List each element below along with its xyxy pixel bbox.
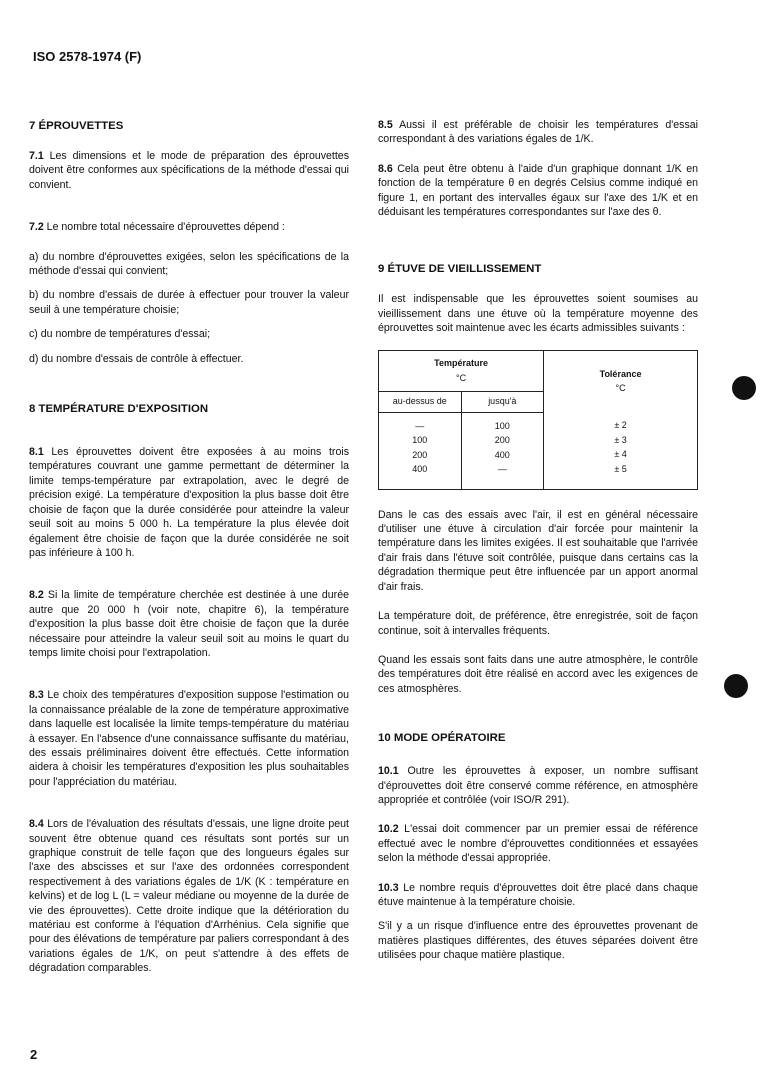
clause-10-2 (378, 822, 698, 865)
clause-number: 10.3 (378, 881, 399, 894)
tolerance-unit: °C (615, 383, 626, 394)
clause-text: Si la limite de température cherchée est destinée à une durée autre que 20 000 h (voir note, chapitre 6), la température d'exposition la plus basse doit être choisie de façon que la durée nécessaire pour atteindre la valeur seuil soit au moins le quart du temps limite choisi pour l'extrapolation. (29, 589, 349, 659)
clause-number: 7.1 (29, 150, 44, 162)
temperature-unit: °C (455, 372, 467, 383)
clause-7-1 (29, 149, 349, 192)
section-8-title: 8 TEMPÉRATURE D'EXPOSITION (29, 403, 209, 416)
clause-10-3-para-2: S'il y a un risque d'influence entre des éprouvettes provenant de matières plastiques différentes, des étuves séparées doivent être utilisées pour chaque matière plastique. (378, 920, 698, 962)
clause-number: 8.4 (29, 818, 44, 831)
table-cell: — (415, 420, 425, 431)
table-cell: ± 3 (614, 434, 627, 445)
clause-text: Les éprouvettes doivent être exposées à au moins trois températures couvrant une gamme permettant de déterminer la limite temps-température par extrapolation, avec le degré de précision exigé. La température d'exposition la plus basse doit être choisie de façon que la durée considérée pour atteindre la valeur seuil soit au moins 5 000 h. La température la plus élevée doit également être choisie de façon que la durée considérée ne soit pas inférieure à 100 h. (29, 446, 349, 559)
tolerance-header (544, 350, 698, 412)
clause-text: Le nombre total nécessaire d'éprouvettes dépend : (43, 221, 285, 234)
list-item-c: c) du nombre de températures d'essai; (29, 328, 211, 341)
binder-hole-mark (732, 376, 756, 400)
page-number: 2 (30, 1047, 38, 1062)
clause-number: 10.2 (378, 823, 399, 836)
clause-8-1 (29, 445, 349, 560)
clause-text: Lors de l'évaluation des résultats d'essais, une ligne droite peut souvent être obtenue quand ces résultats sont portés sur un graphique construit de telle façon que des longueurs égales sur l'axe des abscisses et sur l'axe des ordonnées correspondent respectivement à des variations égales de 1/K (K : température en kelvins) et de log L (L = valeur médiane ou moyenne de la durée de vie des éprouvettes). Cette droite indique que la détérioration du matériau est conforme à l'équation d'Arrhénius. Cela signifie que pour des élévations de température par paliers correspondant à des variations égales de 1/K, on peut s'attendre à des effets de dégradation comparables. (29, 818, 349, 975)
left-column (29, 118, 349, 976)
table-cell: 400 (412, 464, 428, 475)
clause-8-3 (29, 688, 349, 789)
clause-text: Outre les éprouvettes à exposer, un nombre suffisant d'éprouvettes doit être conservé comme référence, en atmosphère appropriée et contrôlée (voir ISO/R 291). (378, 765, 698, 806)
clause-8-2 (29, 588, 349, 660)
table-cell: 200 (494, 435, 510, 446)
clause-10-3 (378, 881, 698, 910)
clause-number: 8.5 (378, 119, 393, 131)
clause-text: L'essai doit commencer par un premier essai de référence effectué avec le nombre d'éprouvettes conditionnées et essayées selon la méthode d'essai appropriée. (378, 823, 698, 865)
clause-number: 8.2 (29, 589, 44, 602)
section-9-para-2: Dans le cas des essais avec l'air, il est en général nécessaire d'utiliser une étuve à circulation d'air forcée pour maintenir la température dans les limites exigées. Il est souhaitable que l'arrivée d'air frais dans l'étuve soit contrôlée, puisque dans certains cas la dégradation thermique peut être influencée par un apport anormal d'air frais. (378, 508, 698, 593)
table-cell: 200 (412, 449, 428, 460)
section-9-para-3: La température doit, de préférence, être enregistrée, soit de façon continue, soit à intervalles fréquents. (378, 610, 698, 637)
clause-8-4 (29, 817, 349, 975)
clause-text: Cela peut être obtenu à l'aide d'un graphique donnant 1/K en fonction de la température θ en degrés Celsius comme indiqué en figure 1, en portant des intervalles égaux sur l'axe des 1/K et en déduisant les températures correspondantes sur l'axe des θ. (378, 162, 698, 219)
clause-number: 10.1 (378, 765, 399, 778)
clause-number: 7.2 (29, 221, 44, 234)
section-9-title: 9 ÉTUVE DE VIEILLISSEMENT (378, 263, 542, 276)
clause-number: 8.3 (29, 689, 44, 702)
col-header-upto: jusqu'à (461, 391, 544, 412)
upto-values (461, 412, 544, 489)
table-cell: 100 (412, 435, 428, 446)
clause-text: Les dimensions et le mode de préparation des éprouvettes doivent être conformes aux spécifications de la méthode d'essai qui convient. (29, 150, 349, 191)
clause-10-1 (378, 764, 698, 807)
section-9-para-4: Quand les essais sont faits dans une autre atmosphère, le contrôle des températures doit être réalisé en accord avec les exigences de ces atmosphères. (378, 653, 698, 695)
clause-8-5 (378, 118, 698, 147)
temperature-header (379, 350, 544, 391)
col-header-above: au-dessus de (379, 391, 462, 412)
clause-8-6 (378, 162, 698, 220)
list-item-a: a) du nombre d'éprouvettes exigées, selon les spécifications de la méthode d'essai qui convient; (29, 250, 349, 278)
tolerance-table (378, 350, 698, 490)
section-9-intro: Il est indispensable que les éprouvettes soient soumises au vieillissement dans une étuve où la température moyenne des éprouvettes soit maintenue avec les écarts admissibles suivants : (378, 293, 698, 335)
tolerance-header-label: Tolérance (599, 369, 642, 379)
document-header: ISO 2578-1974 (F) (33, 49, 142, 64)
clause-number: 8.6 (378, 162, 393, 175)
section-7-title: 7 ÉPROUVETTES (29, 120, 124, 132)
table-cell: ± 2 (614, 420, 627, 431)
tolerance-values (544, 412, 698, 489)
clause-text: Le nombre requis d'éprouvettes doit être placé dans chaque étuve maintenue à la température choisie. (378, 881, 698, 908)
section-10-title: 10 MODE OPÉRATOIRE (378, 732, 506, 745)
clause-text: Le choix des températures d'exposition suppose l'estimation ou la connaissance préalable de la zone de température approximative dans laquelle est localisée la limite temps-température du matériau à essayer. En l'absence d'une connaissance suffisante du matériau, des essais préliminaires doivent être effectués. Cette information aidera à choisir les températures d'exposition les plus souhaitables pour l'appréciation du matériau. (29, 689, 349, 788)
list-item-d: d) du nombre d'essais de contrôle à effectuer. (29, 352, 244, 365)
temperature-header-label: Température (434, 358, 488, 369)
list-item-b: b) du nombre d'essais de durée à effectuer pour trouver la valeur seuil à une température choisie; (29, 289, 349, 316)
table-cell: 400 (494, 449, 510, 460)
clause-7-2 (29, 220, 349, 234)
binder-hole-mark (724, 674, 748, 698)
table-cell: 100 (494, 420, 510, 431)
table-cell: ± 5 (614, 463, 627, 474)
table-cell: — (497, 464, 507, 475)
clause-text: Aussi il est préférable de choisir les températures d'essai correspondant à des variations égales de 1/K. (378, 119, 698, 146)
table-cell: ± 4 (614, 449, 627, 460)
clause-number: 8.1 (29, 446, 44, 459)
above-values (379, 412, 462, 489)
right-column (378, 118, 698, 963)
